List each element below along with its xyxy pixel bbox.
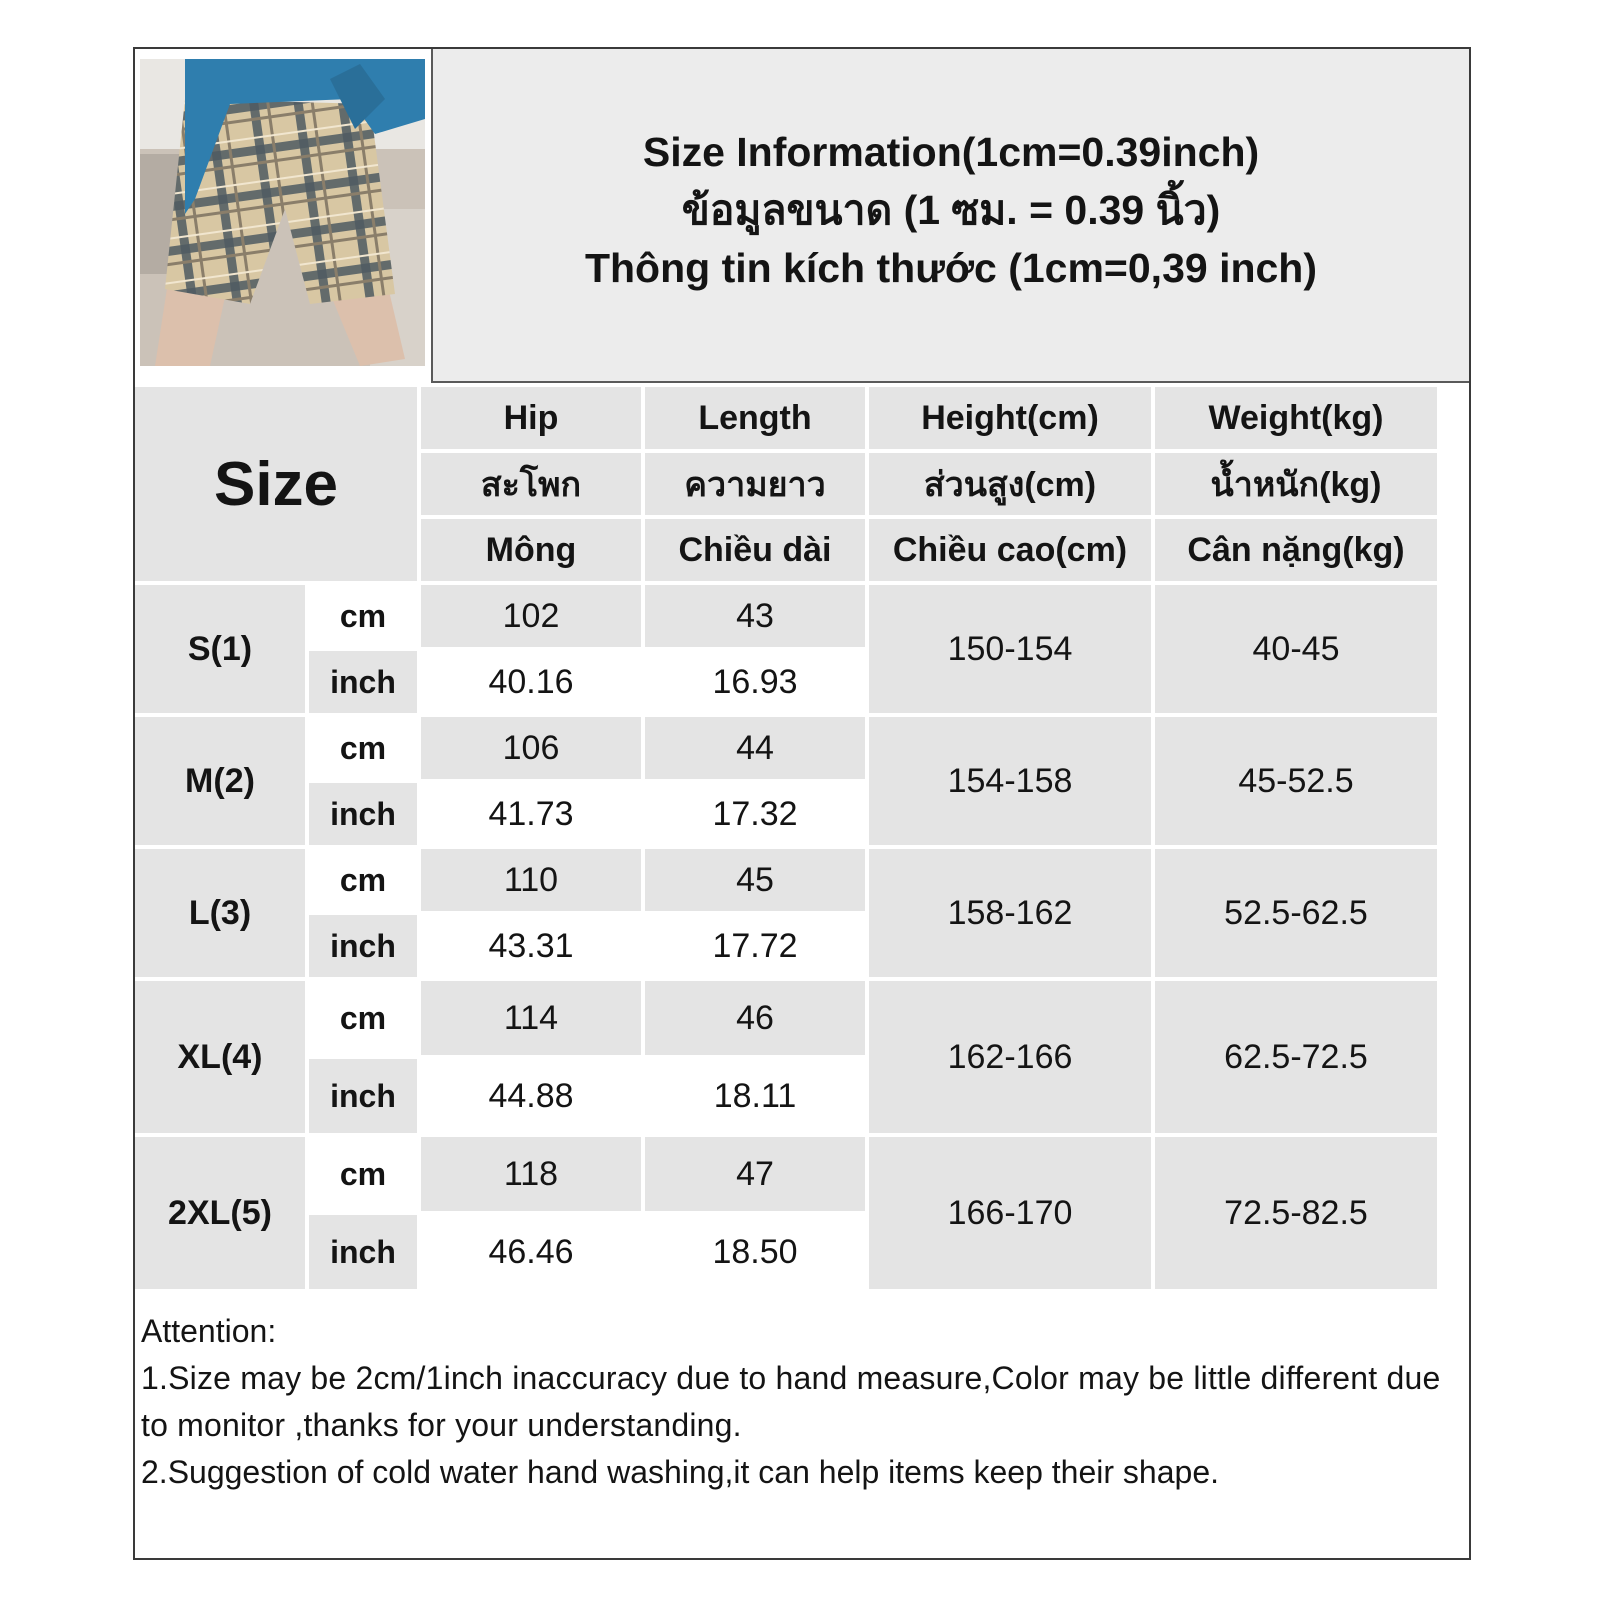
hip-cm: 118 [421,1137,641,1211]
weight-range: 62.5-72.5 [1155,981,1437,1133]
header-line-english: Size Information(1cm=0.39inch) [642,129,1260,175]
length-cm: 47 [645,1137,865,1211]
col-height-th: ส่วนสูง(cm) [869,453,1151,515]
unit-cm: cm [309,585,417,647]
length-cm: 44 [645,717,865,779]
size-cell: XL(4) [135,981,305,1133]
table-row [135,717,1437,779]
length-inch: 18.11 [645,1059,865,1133]
hip-cm: 110 [421,849,641,911]
hip-inch: 44.88 [421,1059,641,1133]
hip-cm: 102 [421,585,641,647]
col-length-vi: Chiều dài [645,519,865,581]
col-weight-th: น้ำหนัก(kg) [1155,453,1437,515]
note-item-1: 1.Size may be 2cm/1inch inaccuracy due to hand measure,Color may be little different due to monitor ,thanks for your understanding. [141,1360,1441,1443]
height-range: 162-166 [869,981,1151,1133]
unit-inch: inch [309,1215,417,1289]
plaid-shorts-image [140,59,425,366]
height-range: 158-162 [869,849,1151,977]
col-hip-th: สะโพก [421,453,641,515]
hip-inch: 43.31 [421,915,641,977]
header-row-english [135,387,1437,449]
unit-cm: cm [309,717,417,779]
length-cm: 46 [645,981,865,1055]
col-hip-en: Hip [421,387,641,449]
col-length-en: Length [645,387,865,449]
size-header: Size [135,387,417,581]
col-height-en: Height(cm) [869,387,1151,449]
hip-cm: 114 [421,981,641,1055]
table-row [135,1137,1437,1211]
unit-inch: inch [309,915,417,977]
weight-range: 40-45 [1155,585,1437,713]
unit-cm: cm [309,849,417,911]
hip-cm: 106 [421,717,641,779]
unit-cm: cm [309,981,417,1055]
col-height-vi: Chiều cao(cm) [869,519,1151,581]
col-length-th: ความยาว [645,453,865,515]
size-cell: L(3) [135,849,305,977]
col-weight-en: Weight(kg) [1155,387,1437,449]
length-inch: 17.72 [645,915,865,977]
height-range: 150-154 [869,585,1151,713]
hip-inch: 41.73 [421,783,641,845]
notes-title: Attention: [141,1313,277,1349]
size-cell: 2XL(5) [135,1137,305,1289]
size-table [131,383,1441,1293]
size-information-header [431,49,1469,383]
unit-cm: cm [309,1137,417,1211]
height-range: 166-170 [869,1137,1151,1289]
length-inch: 17.32 [645,783,865,845]
product-photo [140,59,425,366]
header-line-vietnamese: Thông tin kích thước (1cm=0,39 inch) [584,245,1318,291]
unit-inch: inch [309,1059,417,1133]
length-inch: 18.50 [645,1215,865,1289]
col-hip-vi: Mông [421,519,641,581]
attention-notes [141,1308,1461,1496]
table-row [135,981,1437,1055]
length-inch: 16.93 [645,651,865,713]
table-row [135,849,1437,911]
length-cm: 43 [645,585,865,647]
table-row [135,585,1437,647]
unit-inch: inch [309,783,417,845]
height-range: 154-158 [869,717,1151,845]
hip-inch: 40.16 [421,651,641,713]
hip-inch: 46.46 [421,1215,641,1289]
size-cell: M(2) [135,717,305,845]
length-cm: 45 [645,849,865,911]
note-item-2: 2.Suggestion of cold water hand washing,it can help items keep their shape. [141,1454,1219,1490]
header-line-thai: ข้อมูลขนาด (1 ซม. = 0.39 นิ้ว) [681,187,1221,233]
col-weight-vi: Cân nặng(kg) [1155,519,1437,581]
unit-inch: inch [309,651,417,713]
size-chart-sheet [133,47,1471,1560]
weight-range: 72.5-82.5 [1155,1137,1437,1289]
weight-range: 45-52.5 [1155,717,1437,845]
size-cell: S(1) [135,585,305,713]
weight-range: 52.5-62.5 [1155,849,1437,977]
